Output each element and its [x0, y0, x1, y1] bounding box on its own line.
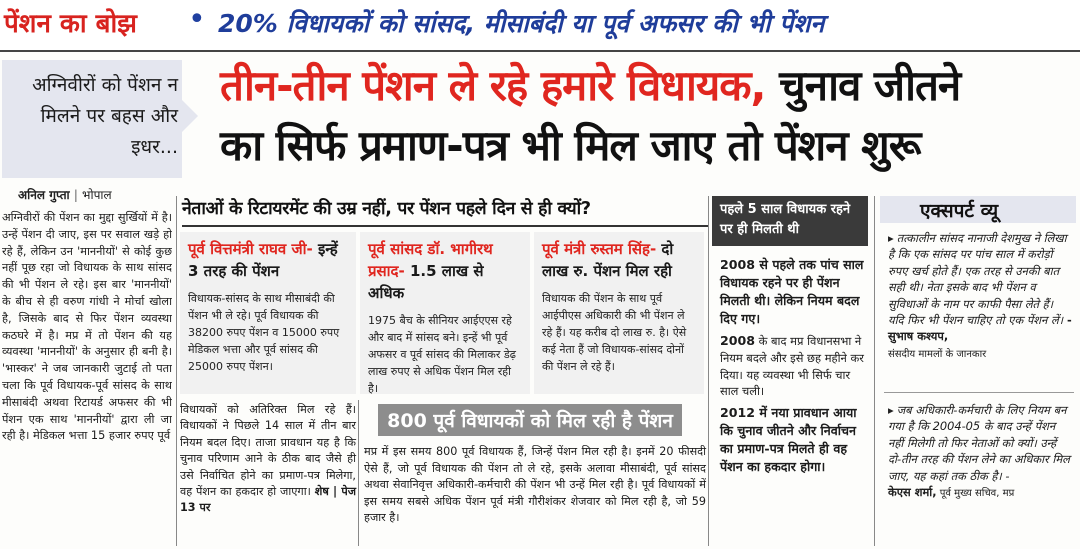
section-heading: नेताओं के रिटायरमेंट की उम्र नहीं, पर पेंशन पहले दिन से ही क्यों? [182, 199, 591, 219]
bullet-dot: • [188, 2, 206, 37]
subhead-band [378, 404, 682, 436]
left-column-text: अग्निवीरों की पेंशन का मुद्दा सुर्खियों में है। उन्हें पेंशन दी जाए, इस पर सवाल खड़े हो रहे हैं, लेकिन उन 'माननीयों' से कोई कुछ नहीं पूछ रहा जो विधायक के साथ सांसद की भी पेंशन ले रहे। इस बार 'माननीयों' के बीच से ही वरुण गांधी ने मोर्चा खोला है, जिसके बाद से फिर पेंशन व्यवस्था कठघरे में है। मप्र में तो पेंशन की यह व्यवस्था 'माननीयों' के अनुसार ही बनी है। 'भास्कर' ने जब जानकारी जुटाई तो पता चला कि पूर्व विधायक-पूर्व सांसद के साथ मीसाबंदी अथवा रिटायर्ड अफसर की भी पेंशन एक साथ 'माननीयों' द्वारा ली जा रही है। मेडिकल भत्ता 15 हजार रुपए पूर्व [2, 211, 172, 443]
top-strip [0, 0, 1080, 52]
column-divider-3 [708, 196, 709, 546]
byline-place: भोपाल [82, 188, 112, 202]
profile-box-2 [360, 232, 530, 394]
byline [18, 186, 112, 203]
column-divider-2 [358, 400, 359, 546]
profile-box-3 [534, 232, 704, 394]
box1-body: विधायक-सांसद के साथ मीसाबंदी की पेंशन भी ले रहे। पूर्व विधायक की 38200 रुपए पेंशन व 15000 रुपए मेडिकल भत्ता और पूर्व सांसद की 25000 रुपए पेंशन। [188, 292, 340, 373]
history-column [720, 256, 868, 480]
box2-head-black: 1.5 लाख से अधिक [368, 262, 484, 302]
deck-headline: 20% विधायकों को सांसद, मीसाबंदी या पूर्व अफसर की भी पेंशन [218, 9, 825, 38]
expert-quote-1: ▸ तत्कालीन सांसद नानाजी देशमुख ने लिखा है कि एक सांसद पर पांच साल में करोड़ों रुपए खर्च होते हैं। एक तरह से उनकी बात सही थी। नेता इसके बाद भी पेंशन व सुविधाओं के नाम पर काफी पैसा लेते हैं। यदि फिर भी पेंशन चाहिए तो एक पेंशन लें। - सुभाष कश्यप, संसदीय मामलों के जानकार [888, 231, 1072, 360]
headline-black: चुनाव जीतने [765, 61, 961, 110]
history-item: 2012 में नया प्रावधान आया कि चुनाव जीतने और निर्वाचन का प्रमाण-पत्र मिलते ही वह पेंशन का हकदार होगा। [720, 404, 857, 474]
continued-link[interactable]: शेष | पेज 13 पर [180, 485, 356, 515]
history-heading: पहले 5 साल विधायक रहने पर ही मिलती थी [720, 202, 851, 237]
quote-separator [884, 392, 1074, 393]
expert-title: एक्सपर्ट व्यू [920, 200, 999, 222]
byline-separator: | [73, 188, 79, 202]
box2-body: 1975 बैच के सीनियर आईएएस रहे और बाद में सांसद बने। इन्हें भी पूर्व अफसर व पूर्व सांसद की मिलाकर डेढ़ लाख रुपए से अधिक पेंशन मिल रही है। [368, 314, 516, 395]
box2-head-red: पूर्व सांसद डॉ. भागीरथ प्रसाद- [368, 240, 493, 280]
history-heading-box [712, 196, 868, 246]
section-rule [182, 225, 708, 227]
expert-header [880, 196, 1076, 223]
kicker: पेंशन का बोझ [4, 9, 137, 39]
column-divider [176, 196, 177, 546]
box1-head-red: पूर्व वित्तमंत्री राघव जी- [188, 240, 313, 258]
expert-quote-2: ▸ जब अधिकारी-कर्मचारी के लिए नियम बन गया है कि 2004-05 के बाद उन्हें पेंशन नहीं मिलेगी तो फिर नेताओं को क्यों। उन्हें दो-तीन तरह की पेंशन लेने का अधिकार मिल जाए, यह कहां तक ठीक है। - केएस शर्मा, पूर्व मुख्य सचिव, मप्र [888, 403, 1070, 500]
quote-mark-icon: ▸ [888, 231, 894, 245]
history-item: 2008 से पहले तक पांच साल विधायक रहने पर ही पेंशन मिलती थी। लेकिन नियम बदल दिए गए। [720, 257, 864, 326]
quote-mark-icon: ▸ [888, 403, 894, 417]
teaser-notch [182, 100, 198, 132]
box3-body: विधायक की पेंशन के साथ पूर्व आईपीएस अधिकारी की भी पेंशन ले रहे हैं। यह करीब दो लाख रु. है। ऐसे कई नेता हैं जो विधायक-सांसद दोनों की पेंशन ले रहे हैं। [542, 292, 687, 373]
box3-head-red: पूर्व मंत्री रुस्तम सिंह- [542, 240, 657, 258]
mid-column-text: विधायकों को अतिरिक्त मिल रहे हैं। विधायकों ने पिछले 14 साल में तीन बार नियम बदल दिए। ताजा प्रावधान यह है कि चुनाव परिणाम आने के ठीक बाद जैसे ही उसे निर्वाचित होने का प्रमाण-पत्र मिलेगा, वह पेंशन का हकदार हो जाएगा। [180, 403, 356, 499]
history-item: 2008 के बाद मप्र विधानसभा ने नियम बदले और इसे छह महीने कर दिया। यह व्यवस्था भी सिर्फ चार साल चली। [720, 333, 864, 399]
headline-red: तीन-तीन पेंशन ले रहे हमारे विधायक, [220, 61, 766, 110]
headline-line2: का सिर्फ प्रमाण-पत्र भी मिल जाए तो पेंशन शुरू [220, 121, 921, 170]
teaser-text: अग्निवीरों को पेंशन न मिलने पर बहस और इधर... [32, 74, 178, 158]
main-headline [220, 56, 1080, 176]
profile-box-1 [180, 232, 356, 394]
column-divider-4 [874, 196, 875, 546]
byline-author: अनिल गुप्ता [18, 188, 70, 202]
band-title: 800 पूर्व विधायकों को मिल रही है पेंशन [387, 410, 673, 432]
box3-head-black: दो लाख रु. पेंशन मिल रही [542, 240, 674, 280]
teaser-box [2, 60, 182, 178]
mid-column [180, 402, 356, 517]
box1-head-black: इन्हें 3 तरह की पेंशन [188, 240, 338, 280]
band-text: मप्र में इस समय 800 पूर्व विधायक हैं, जिन्हें पेंशन मिल रही है। इनमें 20 फीसदी ऐसे हैं, जो पूर्व विधायक की पेंशन तो ले रहे, इसके अलावा मीसाबंदी, पूर्व सांसद अथवा सेवानिवृत्त अधिकारी-कर्मचारी की पेंशन भी उन्हें मिल रही है। पूर्व विधायकों में इस समय सबसे अधिक पेंशन पूर्व मंत्री गौरीशंकर शेजवार को मिल रही है, जो 59 हजार है। [364, 445, 706, 525]
